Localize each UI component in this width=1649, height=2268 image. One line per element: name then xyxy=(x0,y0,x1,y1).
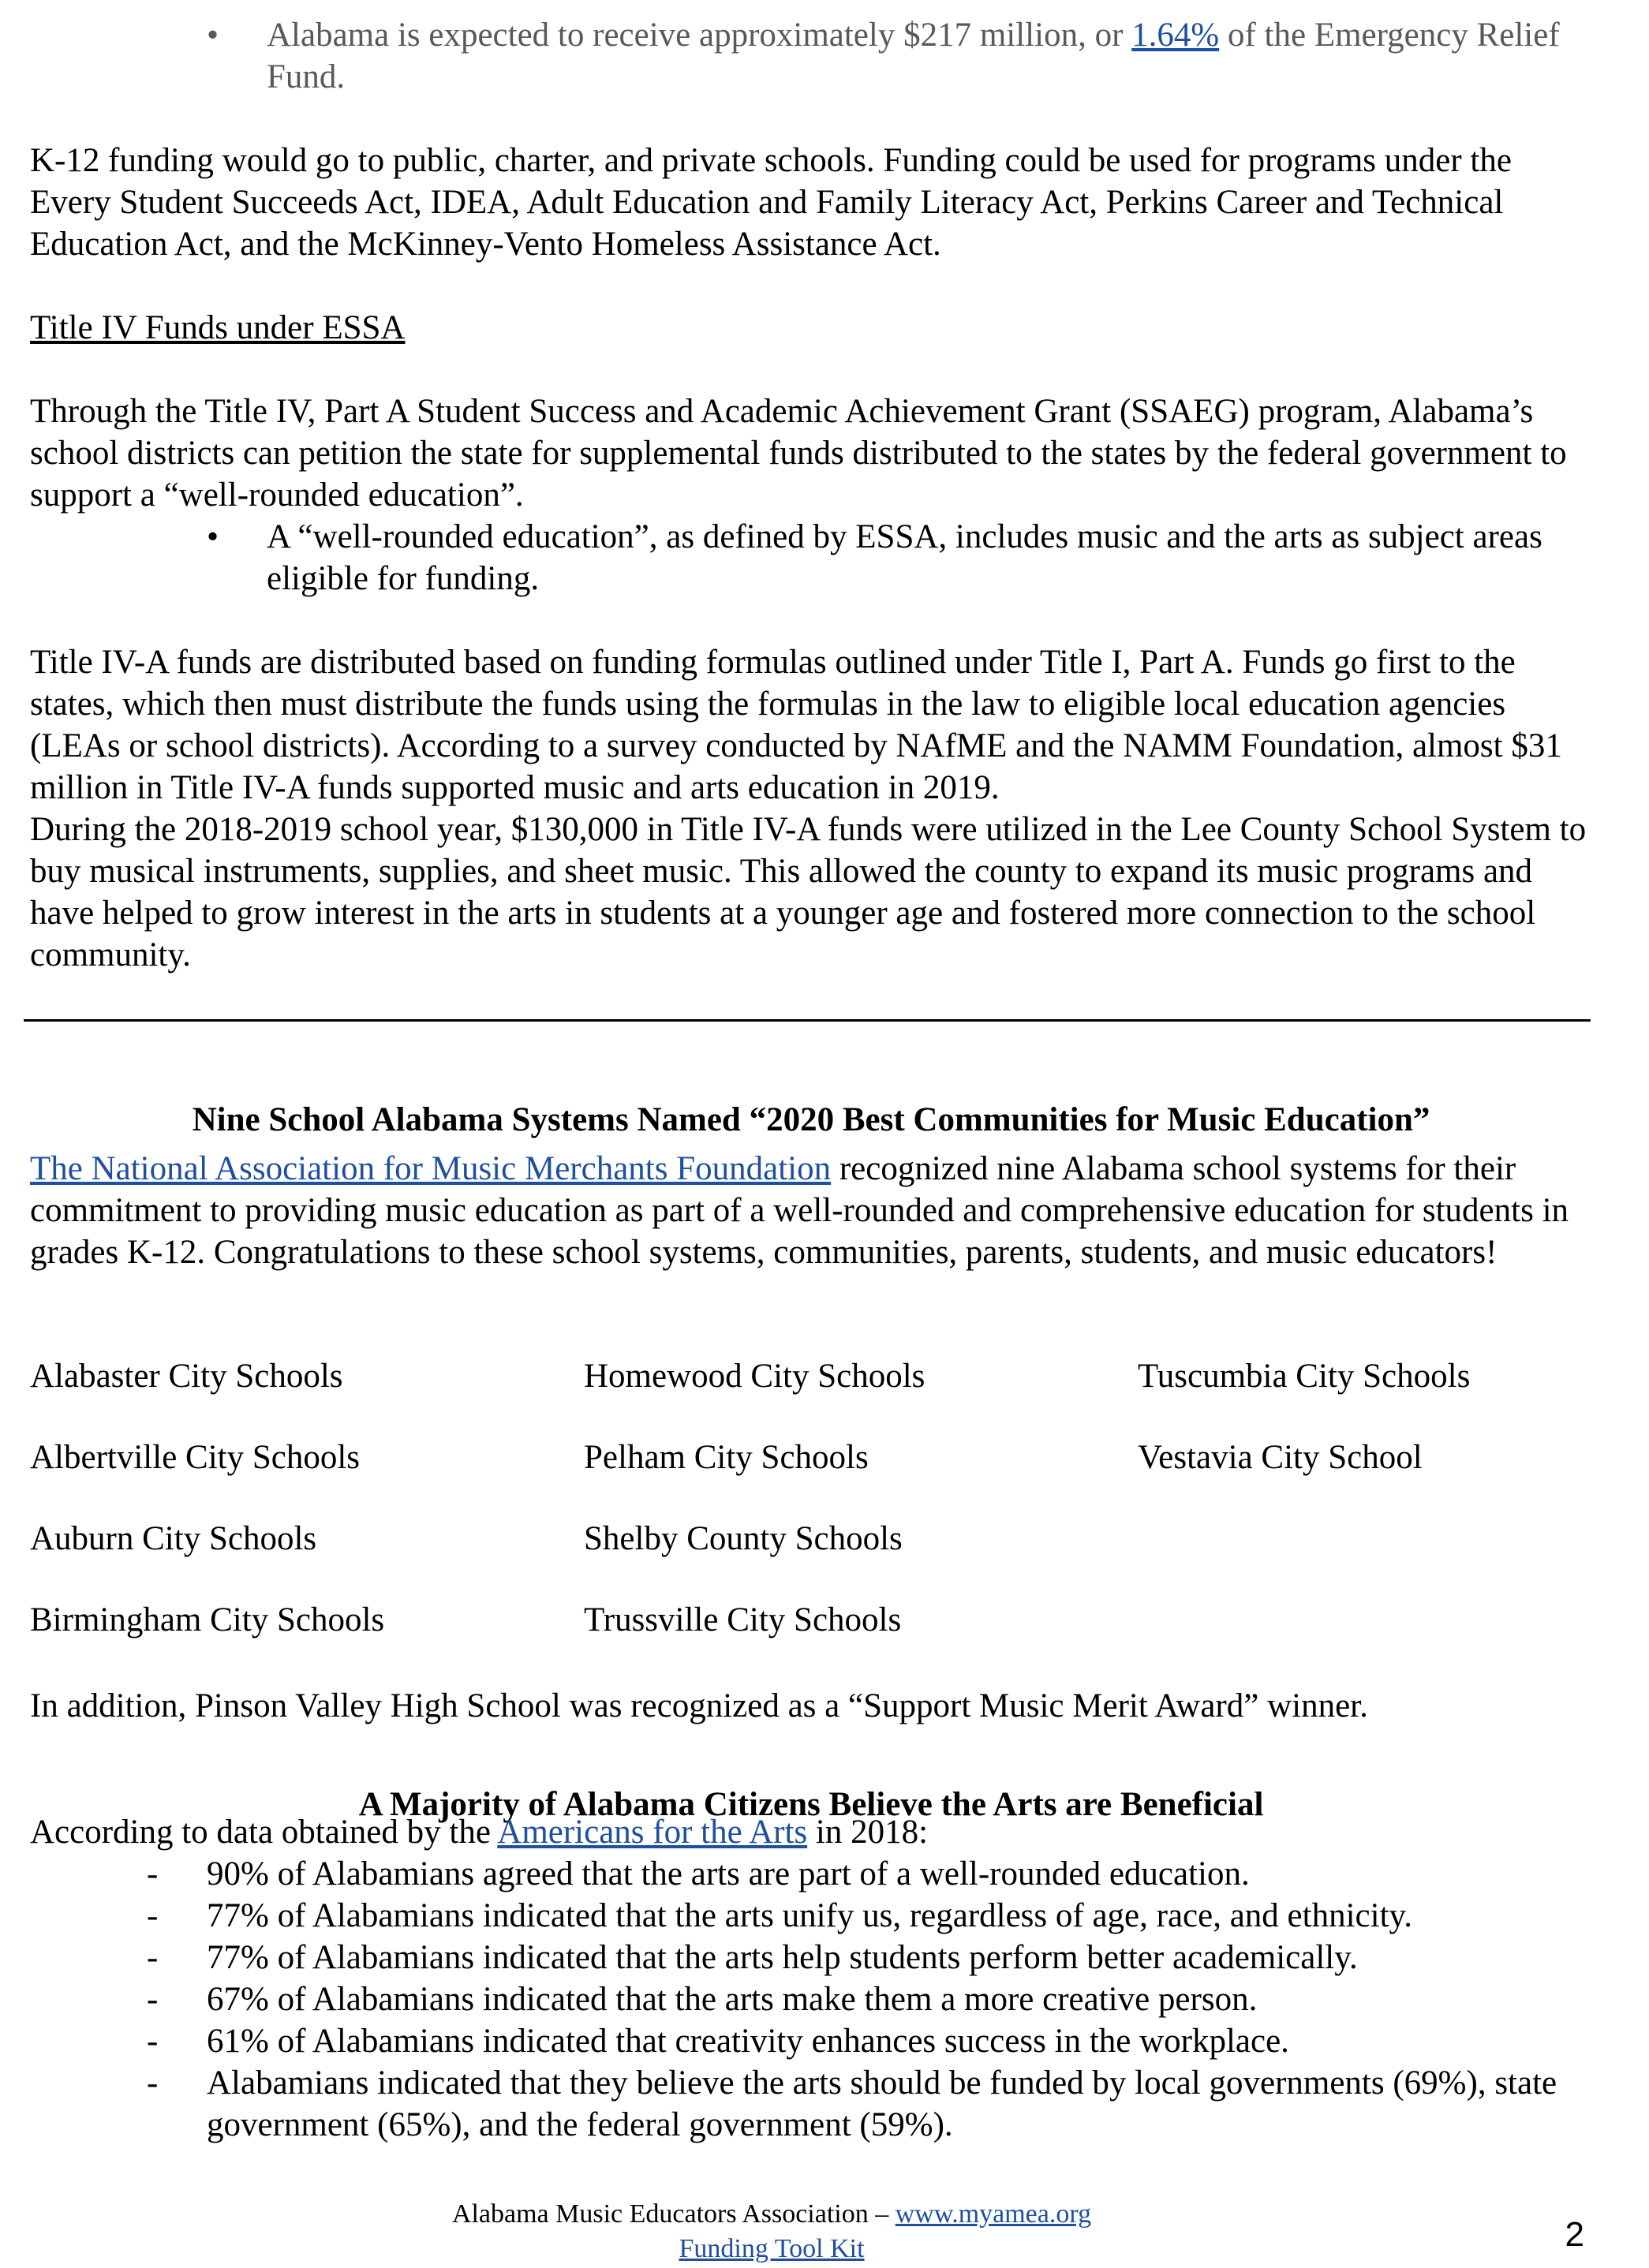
section-divider xyxy=(24,1019,1591,1022)
dash-marker: - xyxy=(147,2064,159,2102)
ssaeg-paragraph: Through the Title IV, Part A Student Success and Academic Achievement Grant (SSAEG) program, Alabama’s school districts can petition the state for supplemental funds distributed to the states by the federal government to support a “well-rounded education”. xyxy=(30,393,1567,514)
americans-for-the-arts-link[interactable]: Americans for the Arts xyxy=(497,1814,808,1851)
bullet-dot: • xyxy=(207,518,219,555)
school-name: Albertville City Schools xyxy=(30,1439,361,1476)
title-iv-heading: Title IV Funds under ESSA xyxy=(30,309,406,346)
pinson-valley-paragraph: In addition, Pinson Valley High School was recognized as a “Support Music Merit Award” winner. xyxy=(30,1687,1368,1724)
funding-tool-kit-link[interactable]: Funding Tool Kit xyxy=(679,2234,865,2263)
list-item-text: 77% of Alabamians indicated that the arts unify us, regardless of age, race, and ethnicity. xyxy=(207,1897,1412,1934)
best-communities-heading: Nine School Alabama Systems Named “2020 Best Communities for Music Education” xyxy=(192,1101,1430,1138)
school-name: Tuscumbia City Schools xyxy=(1138,1358,1471,1395)
school-name: Trussville City Schools xyxy=(584,1601,902,1638)
school-name: Vestavia City School xyxy=(1138,1439,1423,1476)
school-name: Homewood City Schools xyxy=(584,1358,925,1395)
footer-org-line: Alabama Music Educators Association – www.myamea.org xyxy=(451,2199,1092,2229)
k12-funding-paragraph: K-12 funding would go to public, charter, and private schools. Funding could be used for programs under the Every Student Succeeds Act, IDEA, Adult Education and Family Literacy Act, Perkins Career and Technical Education Act, and the McKinney-Vento Homeless Assistance Act. xyxy=(30,142,1512,263)
title-iv-a-paragraph: Title IV-A funds are distributed based on funding formulas outlined under Title I, Part A. Funds go first to the states, which then must distribute the funds using the formulas in the law to eligible local education agencies (LEAs or school districts). According to a survey conducted by NAfME and the NAMM Foundation, almost $31 million in Title IV-A funds supported music and arts education in 2019. xyxy=(30,644,1562,806)
footer-website-link[interactable]: www.myamea.org xyxy=(895,2199,1092,2229)
list-item-text: 67% of Alabamians indicated that the arts make them a more creative person. xyxy=(207,1981,1258,2018)
school-name: Birmingham City Schools xyxy=(30,1601,385,1638)
school-name: Pelham City Schools xyxy=(584,1439,869,1476)
school-name: Shelby County Schools xyxy=(584,1520,903,1557)
lee-county-paragraph: During the 2018-2019 school year, $130,000 in Title IV-A funds were utilized in the Lee County School System to buy musical instruments, supplies, and sheet music. This allowed the county to expand its music programs and have helped to grow interest in the arts in students at a younger age and fostered more connection to the school community. xyxy=(30,811,1587,973)
bullet-text: A “well-rounded education”, as defined by ESSA, includes music and the arts as subject areas eligible for funding. xyxy=(267,518,1542,597)
list-item-text: 90% of Alabamians agreed that the arts are part of a well-rounded education. xyxy=(207,1855,1250,1892)
list-item-text: 77% of Alabamians indicated that the arts help students perform better academically. xyxy=(207,1939,1358,1976)
dash-marker: - xyxy=(147,1939,159,1976)
bullet-text: Alabama is expected to receive approximately $217 million, or 1.64% of the Emergency Relief Fund. xyxy=(267,17,1560,95)
list-item-text: 61% of Alabamians indicated that creativity enhances success in the workplace. xyxy=(207,2023,1289,2060)
school-name: Auburn City Schools xyxy=(30,1520,317,1557)
footer-toolkit-line xyxy=(0,2232,1543,2266)
page-footer xyxy=(0,2197,1543,2266)
percent-link[interactable]: 1.64% xyxy=(1131,17,1220,54)
dash-marker: - xyxy=(147,1855,159,1892)
namm-paragraph: The National Association for Music Merchants Foundation recognized nine Alabama school systems for their commitment to providing music education as part of a well-rounded and comprehensive education for students in grades K-12. Congratulations to these school systems, communities, parents, students, and music educators! xyxy=(30,1150,1569,1271)
bullet-dot: • xyxy=(207,17,219,54)
namm-foundation-link[interactable]: The National Association for Music Merchants Foundation xyxy=(30,1150,832,1187)
well-rounded-bullet xyxy=(0,516,1649,603)
schools-column-1 xyxy=(30,1355,566,1641)
arts-intro: According to data obtained by the Americans for the Arts in 2018: xyxy=(30,1814,929,1851)
schools-column-3 xyxy=(1138,1355,1649,1478)
emergency-relief-bullet xyxy=(0,14,1649,101)
list-item-text: Alabamians indicated that they believe the arts should be funded by local governments (69%), state government (65%), and the federal government (59%). xyxy=(207,2064,1557,2143)
dash-marker: - xyxy=(147,1897,159,1934)
school-name: Alabaster City Schools xyxy=(30,1358,343,1395)
page-number: 2 xyxy=(1565,2215,1584,2254)
arts-beneficial-heading: A Majority of Alabama Citizens Believe the Arts are Beneficial xyxy=(358,1786,1264,1823)
dash-marker: - xyxy=(147,2023,159,2060)
dash-marker: - xyxy=(147,1981,159,2018)
schools-column-2 xyxy=(584,1355,1120,1641)
